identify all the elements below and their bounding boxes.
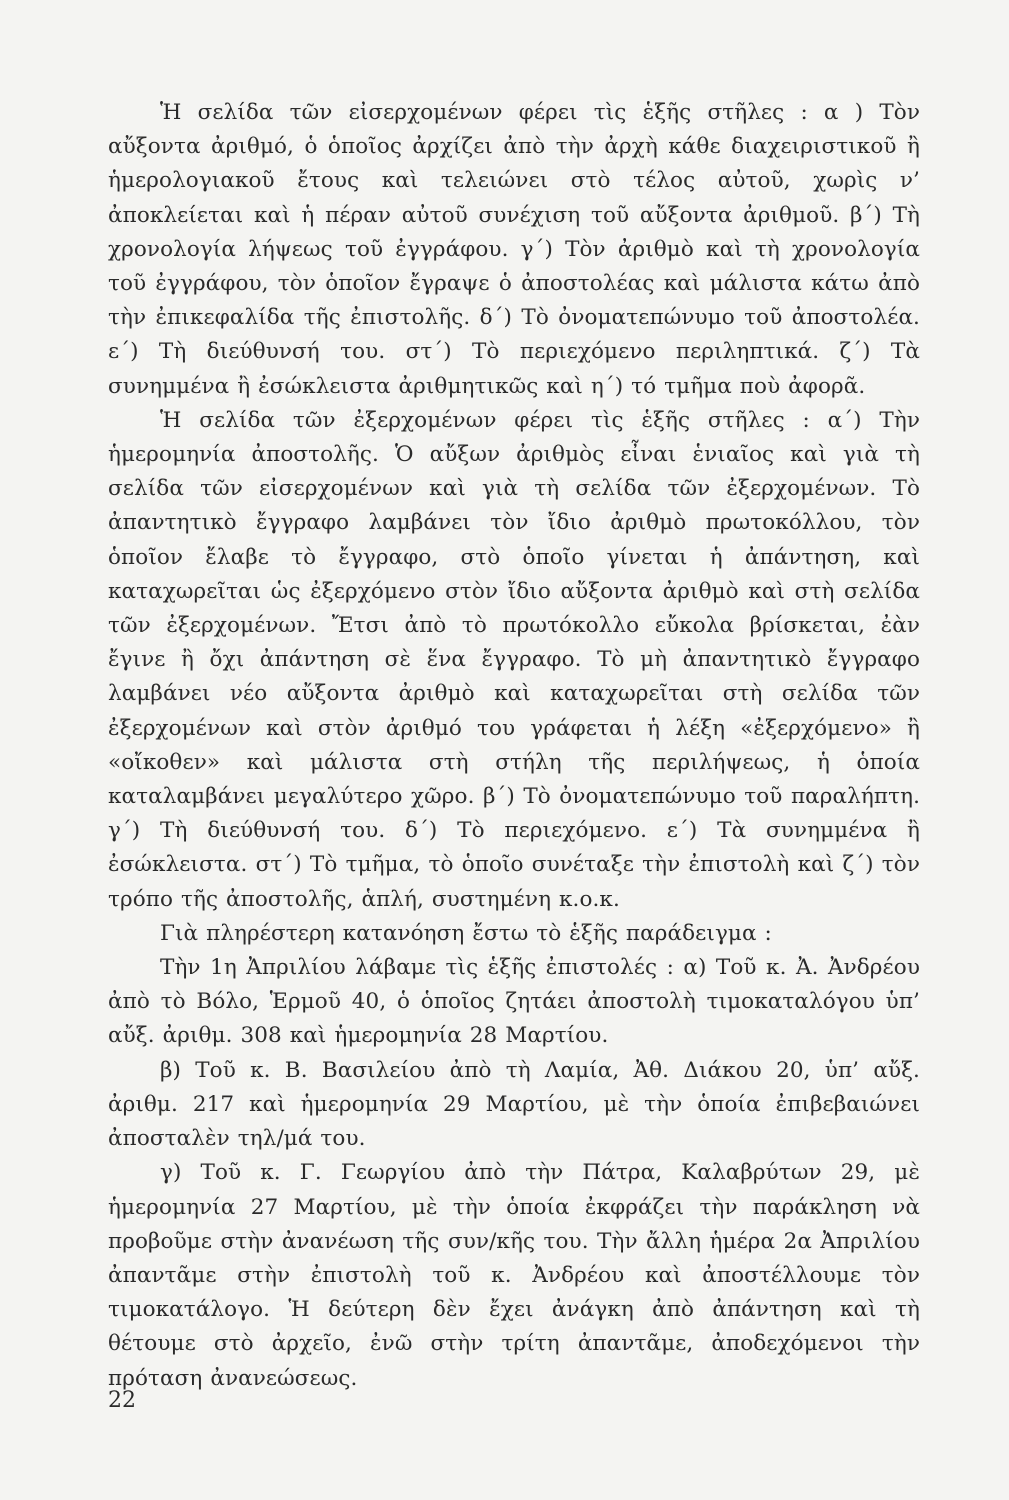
paragraph-example-intro: Γιὰ πληρέστερη κατανόηση ἔστω τὸ ἑξῆς παράδειγμα :	[160, 920, 772, 946]
paragraph-outgoing-columns: Ἡ σελίδα τῶν ἐξερχομένων φέρει τὶς ἑξῆς στῆλες : α΄) Τὴν ἡμερομηνία ἀποστολῆς. Ὁ αὔξων ἀριθμὸς εἶναι ἑνιαῖος καὶ γιὰ τὴ σελίδα τῶν εἰσερχομένων καὶ γιὰ τὴ σελίδα τῶν ἐξερχομένων. Τὸ ἀπαντητικὸ ἔγγραφο λαμβάνει τὸν ἴδιο ἀριθμὸ πρωτοκόλλου, τὸν ὁποῖον ἔλαβε τὸ ἔγγραφο, στὸ ὁποῖο γίνεται ἡ ἀπάντηση, καὶ καταχωρεῖται ὡς ἐξερχόμενο στὸν ἴδιο αὔξοντα ἀριθμὸ καὶ στὴ σελίδα τῶν ἐξερχομένων. Ἔτσι ἀπὸ τὸ πρωτόκολλο εὔκολα βρίσκεται, ἐὰν ἔγινε ἢ ὄχι ἀπάντηση σὲ ἕνα ἔγγραφο. Τὸ μὴ ἀπαντητικὸ ἔγγραφο λαμβάνει νέο αὔξοντα ἀριθμὸ καὶ καταχωρεῖται στὴ σελίδα τῶν ἐξερχομένων καὶ στὸν ἀριθμό του γράφεται ἡ λέξη «ἐξερχόμενο» ἢ «οἴκοθεν» καὶ μάλιστα στὴ στήλη τῆς περιλήψεως, ἡ ὁποία καταλαμβάνει μεγαλύτερο χῶρο. β΄) Τὸ ὀνοματεπώνυμο τοῦ παραλήπτη. γ΄) Τὴ διεύθυνσή του. δ΄) Τὸ περιεχόμενο. ε΄) Τὰ συνημμένα ἢ ἐσώκλειστα. στ΄) Τὸ τμῆμα, τὸ ὁποῖο συνέταξε τὴν ἐπιστολὴ καὶ ζ΄) τὸν τρόπο τῆς ἀποστολῆς, ἁπλή, συστημένη κ.ο.κ.	[108, 407, 920, 912]
paragraph-example-letter-b: β) Τοῦ κ. Β. Βασιλείου ἀπὸ τὴ Λαμία, Ἀθ. Διάκου 20, ὑπ’ αὔξ. ἀριθμ. 217 καὶ ἡμερομηνία 29 Μαρτίου, μὲ τὴν ὁποία ἐπιβεβαιώνει ἀποσταλὲν τηλ/μά του.	[108, 1057, 920, 1152]
paragraph-example-letter-a: Τὴν 1η Ἀπριλίου λάβαμε τὶς ἑξῆς ἐπιστολές : α) Τοῦ κ. Ἀ. Ἀνδρέου ἀπὸ τὸ Βόλο, Ἑρμοῦ 40, ὁ ὁποῖος ζητάει ἀποστολὴ τιμοκαταλόγου ὑπ’ αὔξ. ἀριθμ. 308 καὶ ἡμερομηνία 28 Μαρτίου.	[108, 955, 920, 1049]
body-text	[108, 96, 920, 1396]
paragraph-incoming-columns: Ἡ σελίδα τῶν εἰσερχομένων φέρει τὶς ἑξῆς στῆλες : α ) Τὸν αὔξοντα ἀριθμό, ὁ ὁποῖος ἀρχίζει ἀπὸ τὴν ἀρχὴ κάθε διαχειριστικοῦ ἢ ἡμερολογιακοῦ ἔτους καὶ τελειώνει στὸ τέλος αὐτοῦ, χωρὶς ν’ ἀποκλείεται καὶ ἡ πέραν αὐτοῦ συνέχιση τοῦ αὔξοντα ἀριθμοῦ. β΄) Τὴ χρονολογία λήψεως τοῦ ἐγγράφου. γ΄) Τὸν ἀριθμὸ καὶ τὴ χρονολογία τοῦ ἐγγράφου, τὸν ὁποῖον ἔγραψε ὁ ἀποστολέας καὶ μάλιστα κάτω ἀπὸ τὴν ἐπικεφαλίδα τῆς ἐπιστολῆς. δ΄) Τὸ ὀνοματεπώνυμο τοῦ ἀποστολέα. ε΄) Τὴ διεύθυνσή του. στ΄) Τὸ περιεχόμενο περιληπτικά. ζ΄) Τὰ συνημμένα ἢ ἐσώκλειστα ἀριθμητικῶς καὶ η΄) τό τμῆμα ποὺ ἀφορᾶ.	[108, 100, 920, 399]
paragraph-example-letter-c: γ) Τοῦ κ. Γ. Γεωργίου ἀπὸ τὴν Πάτρα, Καλαβρύτων 29, μὲ ἡμερομηνία 27 Μαρτίου, μὲ τὴν ὁποία ἐκφράζει τὴν παράκληση νὰ προβοῦμε στὴν ἀνανέωση τῆς συν/κῆς του. Τὴν ἄλλη ἡμέρα 2α Ἀπριλίου ἀπαντᾶμε στὴν ἐπιστολὴ τοῦ κ. Ἀνδρέου καὶ ἀποστέλλουμε τὸν τιμοκατάλογο. Ἡ δεύτερη δὲν ἔχει ἀνάγκη ἀπὸ ἀπάντηση καὶ τὴ θέτουμε στὸ ἀρχεῖο, ἐνῶ στὴν τρίτη ἀπαντᾶμε, ἀποδεχόμενοι τὴν πρόταση ἀνανεώσεως.	[108, 1160, 920, 1391]
page-number: 22	[108, 1388, 136, 1413]
